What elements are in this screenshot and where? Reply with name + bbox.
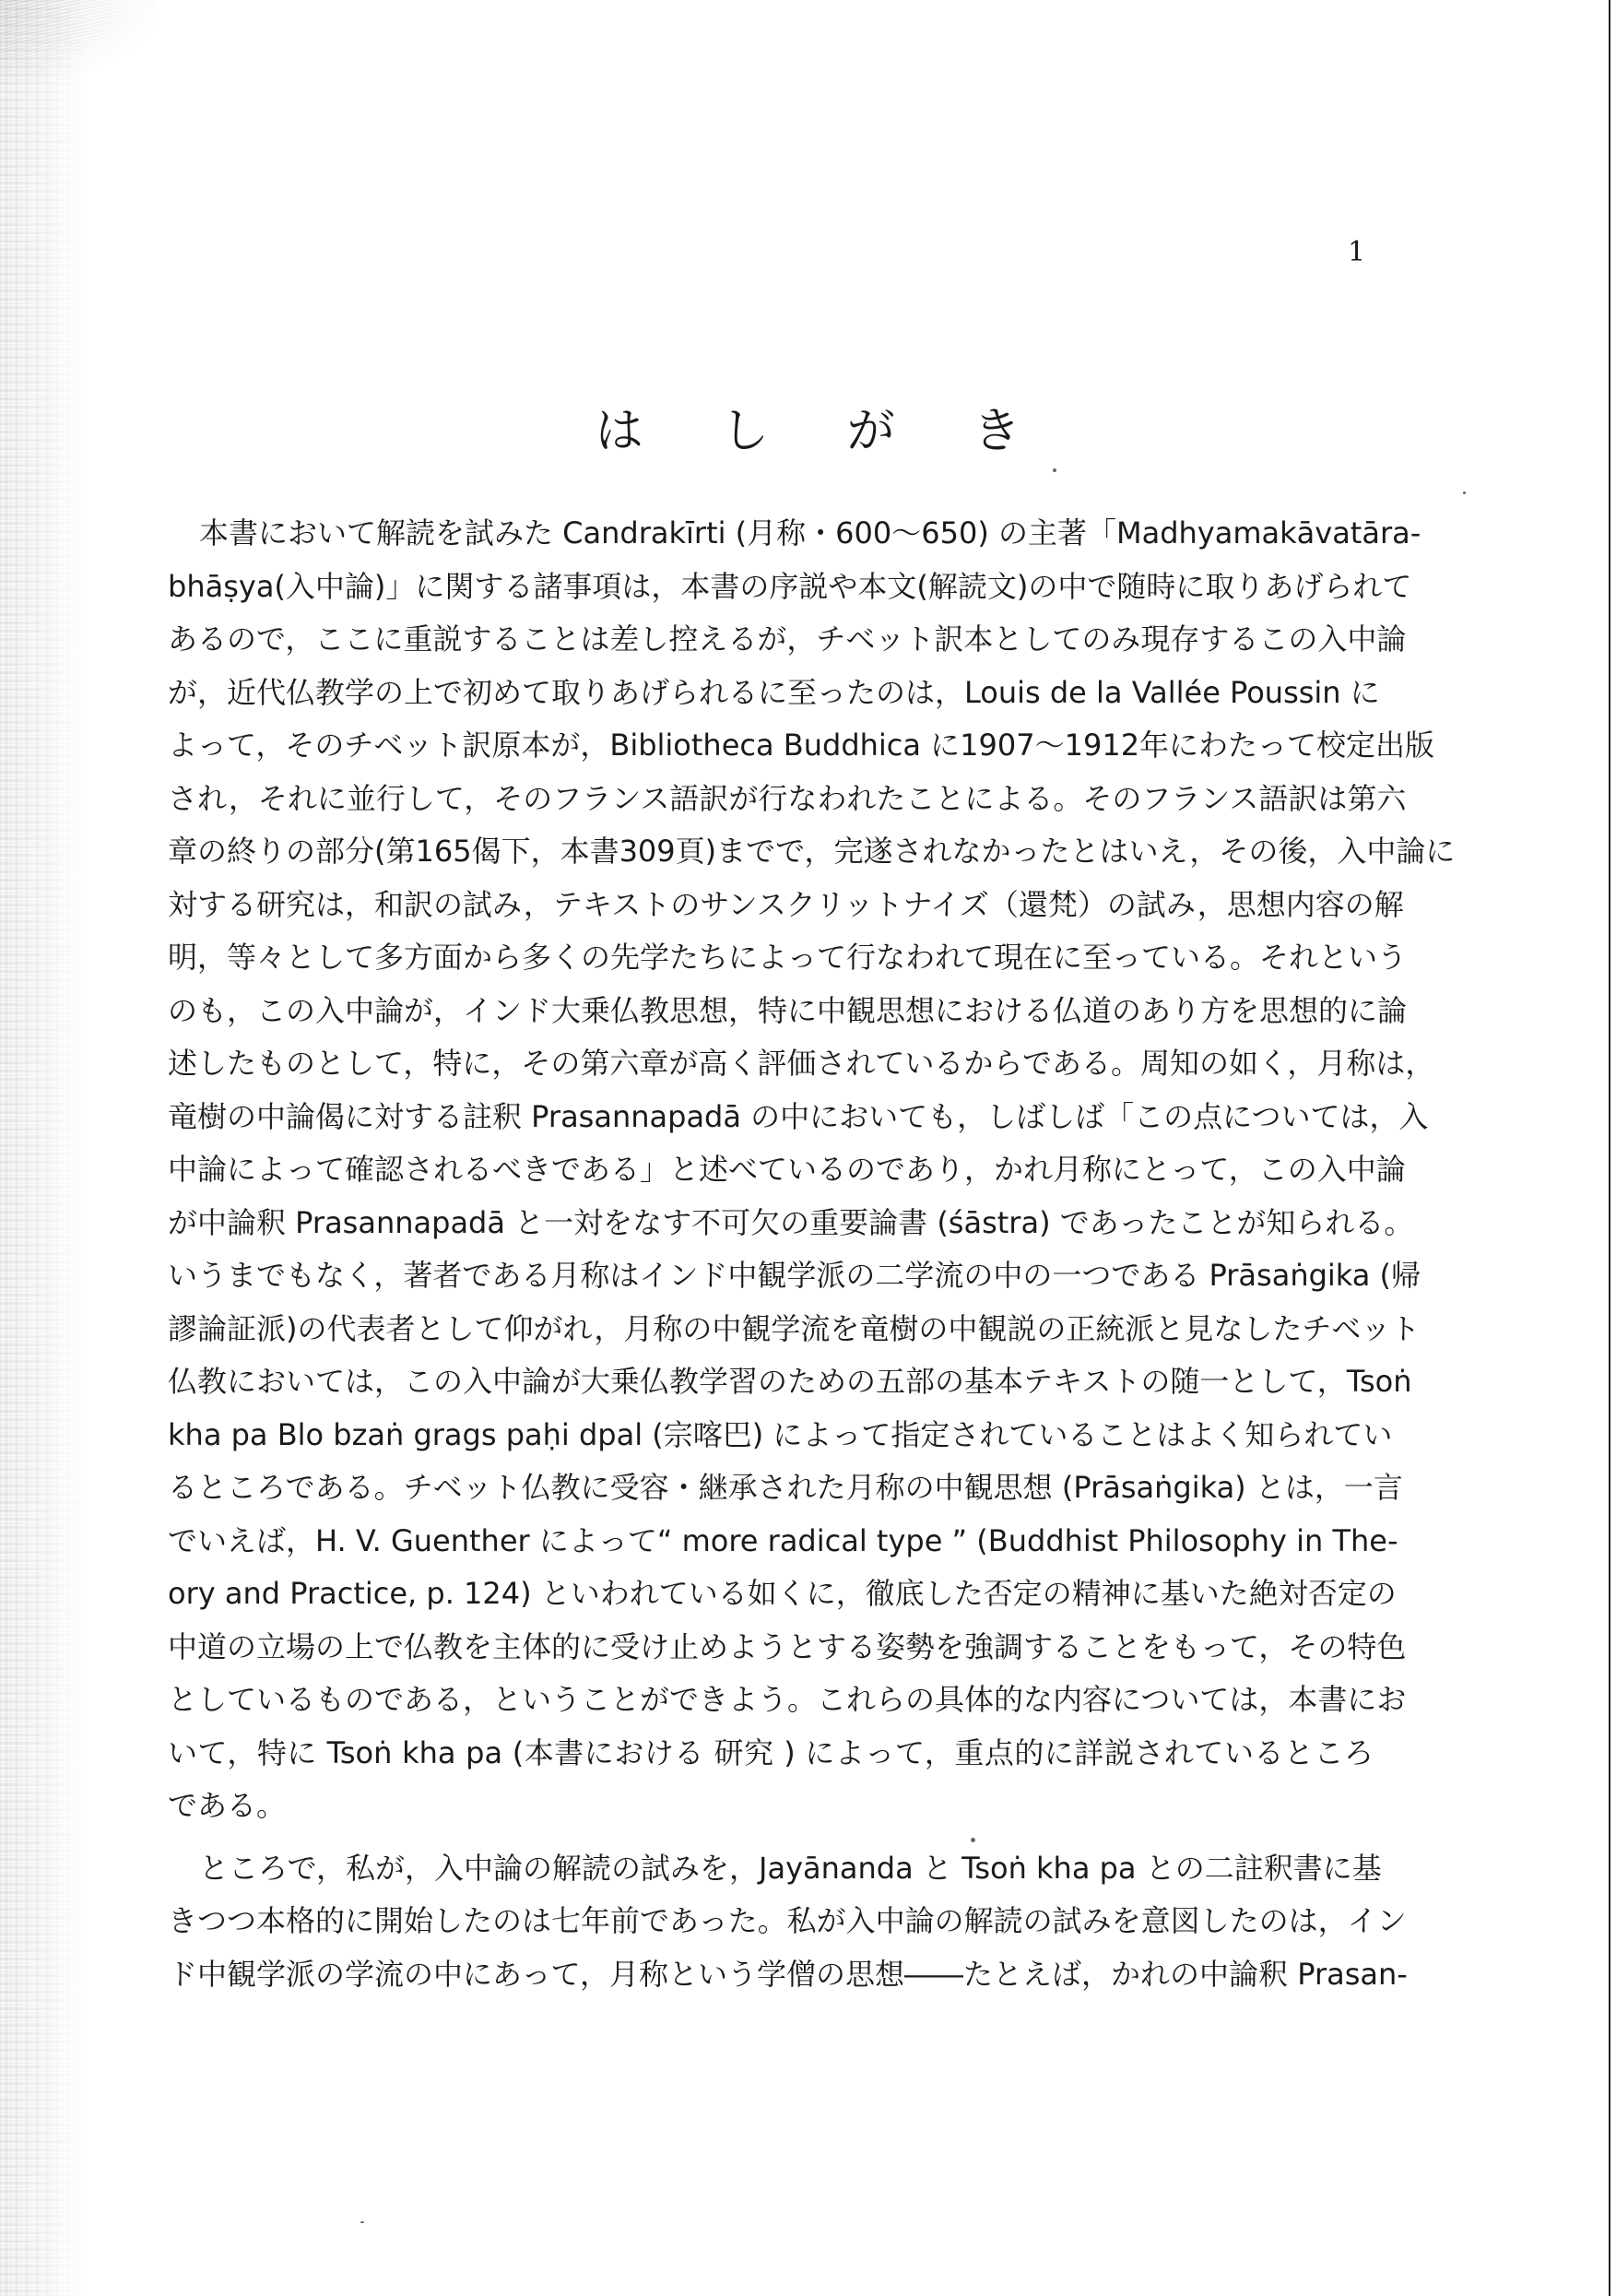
body-line: 中道の立場の上で仏教を主体的に受け止めようとする姿勢を強調することをもって，その特色 [168, 1629, 1407, 1664]
body-line: 竜樹の中論偈に対する註釈 Prasannapadā の中においても，しばしば「この点については，入 [168, 1099, 1429, 1134]
body-line: でいえば，H. V. Guenther によって“ more radical type ” (Buddhist Philosophy in The- [168, 1523, 1398, 1558]
page-right-edge [1609, 0, 1610, 2296]
body-line: 中論によって確認されるべきである」と述べているのであり，かれ月称にとって，この入中論 [168, 1152, 1406, 1187]
body-line: きつつ本格的に開始したのは七年前であった。私が入中論の解読の試みを意図したのは，イン [168, 1903, 1407, 1938]
body-line: よって，そのチベット訳原本が，Bibliotheca Buddhica に1907〜1912年にわたって校定出版 [168, 728, 1435, 763]
body-line: いて，特に Tsoṅ kha pa (本書における 研究 ) によって，重点的に詳説されているところ [168, 1735, 1374, 1770]
body-line: るところである。チベット仏教に受容・継承された月称の中観思想 (Prāsaṅgika) とは，一言 [168, 1470, 1403, 1505]
body-line: あるので，ここに重説することは差し控えるが，チベット訳本としてのみ現存するこの入中論 [168, 621, 1407, 657]
scan-speck [971, 1838, 975, 1842]
body-line: いうまでもなく，著者である月称はインド中観学派の二学流の中の一つである Prāsaṅgika (帰 [168, 1258, 1421, 1293]
body-line: ところで，私が，入中論の解読の試みを，Jayānanda と Tsoṅ kha pa との二註釈書に基 [199, 1851, 1382, 1886]
body-line: 対する研究は，和訳の試み，テキストのサンスクリットナイズ（還梵）の試み，思想内容の解 [168, 887, 1404, 922]
body-line: が中論釈 Prasannapadā と一対をなす不可欠の重要論書 (śāstra) であったことが知られる。 [168, 1205, 1414, 1240]
body-line: ド中観学派の学流の中にあって，月称という学僧の思想――たとえば，かれの中論釈 Prasan- [168, 1957, 1408, 1992]
body-line: である。 [168, 1788, 287, 1823]
body-line: kha pa Blo bzaṅ grags paḥi dpal (宗喀巴) によって指定されていることはよく知られてい [168, 1417, 1393, 1452]
scan-edge-noise [0, 0, 88, 2296]
scan-speck [360, 2221, 364, 2223]
body-line: が，近代仏教学の上で初めて取りあげられるに至ったのは，Louis de la Vallée Poussin に [168, 675, 1380, 710]
body-line: のも，この入中論が，インド大乗仏教思想，特に中観思想における仏道のあり方を思想的に論 [168, 993, 1408, 1028]
scan-corner-noise [0, 0, 157, 83]
body-line: 述したものとして，特に，その第六章が高く評価されているからである。周知の如く，月称は， [168, 1046, 1435, 1081]
page-title: は し が き [595, 404, 1053, 459]
body-line: 謬論証派)の代表者として仰がれ，月称の中観学流を竜樹の中観説の正統派と見なしたチベット [168, 1311, 1421, 1346]
scan-speck [1053, 468, 1056, 472]
body-line: 章の終りの部分(第165偈下，本書309頁)までで，完遂されなかったとはいえ，その後，入中論に [168, 834, 1456, 869]
body-line: bhāṣya(入中論)」に関する諸事項は，本書の序説や本文(解読文)の中で随時に取りあげられて [168, 569, 1412, 604]
body-line: 明，等々として多方面から多くの先学たちによって行なわれて現在に至っている。それという [168, 940, 1408, 975]
body-line: 本書において解読を試みた Candrakīrti (月称・600〜650) の主著「Madhyamakāvatāra- [199, 515, 1421, 550]
page-number: 1 [1348, 236, 1366, 268]
body-line: 仏教においては，この入中論が大乗仏教学習のための五部の基本テキストの随一として，Tsoṅ [168, 1364, 1412, 1399]
body-line: ory and Practice, p. 124) といわれている如くに，徹底した否定の精神に基いた絶対否定の [168, 1576, 1397, 1611]
scan-speck [1463, 491, 1466, 494]
body-line: としているものである，ということができよう。これらの具体的な内容については，本書にお [168, 1682, 1407, 1717]
body-line: され，それに並行して，そのフランス語訳が行なわれたことによる。そのフランス語訳は第六 [168, 781, 1407, 816]
